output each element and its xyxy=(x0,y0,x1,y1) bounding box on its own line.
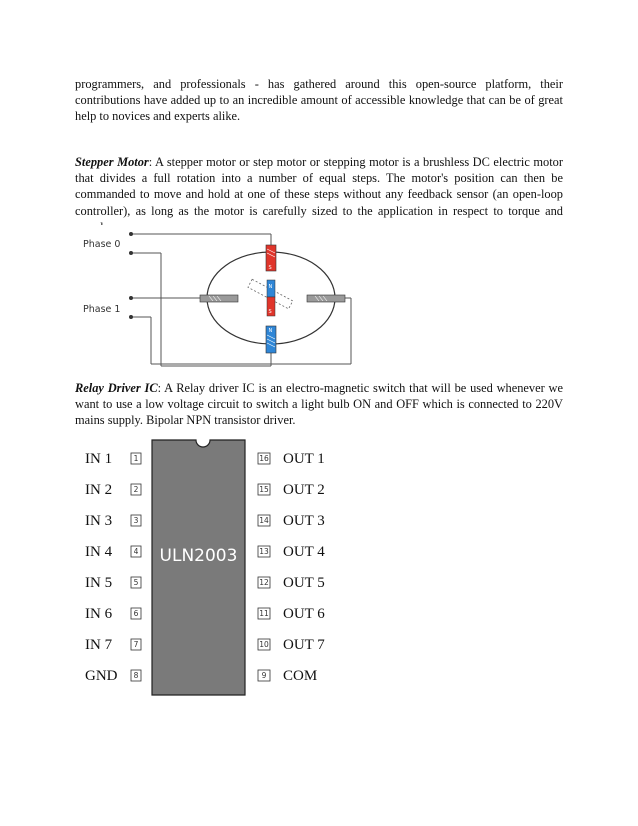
left-pin-label: IN 1 xyxy=(85,451,113,467)
stepper-motor-description: : A stepper motor or step motor or stepping motor is a brushless DC electric motor that divides a full rotation into a number of equal steps. The motor's position can then be commanded to move and hold at one of these steps without any feedback sensor (an open-loop controller), as long as the motor is carefully sized to the application in respect to torque and xyxy=(75,155,563,218)
bottom-coil-n-label: N xyxy=(268,328,273,334)
left-pin-label: IN 5 xyxy=(85,575,113,591)
left-pin-label: IN 3 xyxy=(85,513,113,529)
right-pin-label: OUT 7 xyxy=(283,637,325,653)
relay-driver-term: Relay Driver IC xyxy=(75,381,158,395)
right-pin-number: 12 xyxy=(259,578,269,587)
left-pin-number: 2 xyxy=(133,485,139,494)
right-pin-label: OUT 4 xyxy=(283,544,325,560)
rotor-n-label: N xyxy=(268,284,273,290)
right-pin-label: OUT 3 xyxy=(283,513,325,529)
relay-driver-paragraph xyxy=(75,380,563,429)
left-pin-number: 4 xyxy=(133,547,139,556)
right-pin-label: OUT 5 xyxy=(283,575,325,591)
right-pin-number: 15 xyxy=(259,485,269,494)
right-pin-number: 14 xyxy=(259,516,269,525)
phase-0-label: Phase 0 xyxy=(83,239,121,250)
intro-paragraph: programmers, and professionals - has gathered around this open-source platform, their contributions have added up to an incredible amount of accessible knowledge that can be of great help to novices and experts alike. xyxy=(75,77,563,124)
left-pin-label: GND xyxy=(85,668,118,684)
right-pin-label: COM xyxy=(283,668,318,684)
right-pin-number: 10 xyxy=(259,640,269,649)
stepper-motor-diagram xyxy=(75,225,361,370)
right-pin-label: OUT 1 xyxy=(283,451,325,467)
left-pin-number: 5 xyxy=(133,578,139,587)
right-pin-label: OUT 2 xyxy=(283,482,325,498)
uln2003-pinout-diagram xyxy=(75,437,335,700)
right-coil xyxy=(307,295,345,302)
phase-1-label: Phase 1 xyxy=(83,304,121,315)
right-pin-number: 13 xyxy=(259,547,269,556)
left-pin-number: 6 xyxy=(133,609,139,618)
left-pin-number: 1 xyxy=(133,454,139,463)
left-pin-number: 7 xyxy=(133,640,139,649)
chip-label: ULN2003 xyxy=(159,546,238,566)
rotor-s-label: S xyxy=(268,309,272,315)
top-coil-s-label: S xyxy=(268,265,272,271)
left-pin-label: IN 4 xyxy=(85,544,113,560)
right-pin-number: 9 xyxy=(261,671,267,680)
chip-body xyxy=(152,440,245,695)
left-pin-number: 8 xyxy=(133,671,139,680)
left-pin-label: IN 7 xyxy=(85,637,113,653)
right-pin-number: 11 xyxy=(259,609,269,618)
stepper-motor-term: Stepper Motor xyxy=(75,155,149,169)
left-pin-label: IN 6 xyxy=(85,606,113,622)
relay-driver-description: : A Relay driver IC is an electro-magnetic switch that will be used whenever we want to use a low voltage circuit to switch a light bulb ON and OFF which is connected to 220V mains supply. Bipolar NPN transistor driver. xyxy=(75,381,563,428)
right-pin-number: 16 xyxy=(259,454,269,463)
left-pin-label: IN 2 xyxy=(85,482,113,498)
right-pin-label: OUT 6 xyxy=(283,606,325,622)
stepper-motor-paragraph xyxy=(75,154,563,235)
left-pin-number: 3 xyxy=(133,516,139,525)
